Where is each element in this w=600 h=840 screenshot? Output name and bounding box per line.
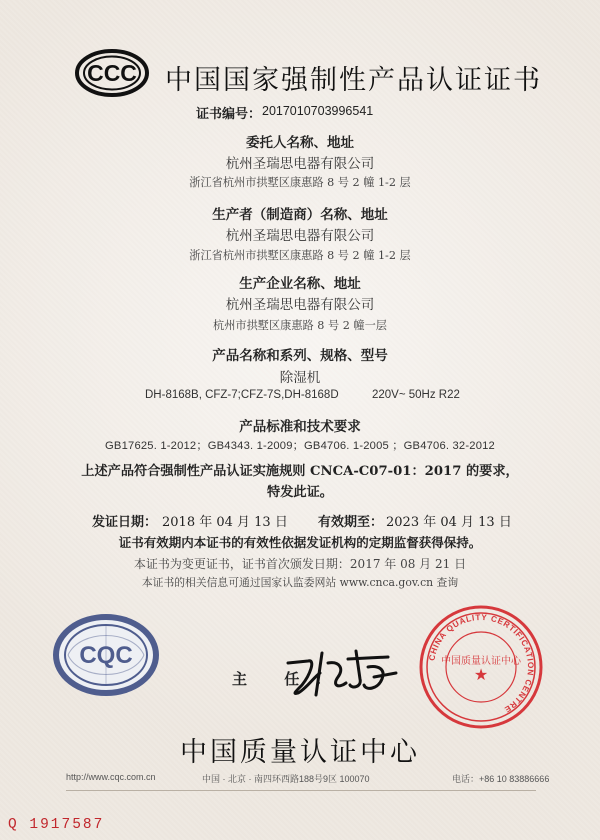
manufacturer-address: 浙江省杭州市拱墅区康惠路 8 号 2 幢 1-2 层 [189, 249, 411, 262]
footer-phone: 电话：+86 10 83886666 [452, 774, 550, 784]
footer-address: 中国 · 北京 · 南四环西路188号9区 100070 [202, 774, 370, 784]
product-name: 除湿机 [279, 370, 321, 386]
director-signature [282, 643, 402, 701]
certificate-number-label: 证书编号： [196, 107, 262, 122]
client-heading: 委托人名称、地址 [246, 135, 354, 151]
client-address: 浙江省杭州市拱墅区康惠路 8 号 2 幢 1-2 层 [189, 176, 411, 189]
director-signature-label: 主 任： [232, 670, 347, 688]
certificate-title: 中国国家强制性产品认证证书 [165, 65, 542, 96]
expiry-date-label: 有效期至： [318, 515, 384, 530]
manufacturer-name: 杭州圣瑞思电器有限公司 [225, 228, 375, 244]
official-seal [418, 604, 544, 730]
manufacturer-heading: 生产者（制造商）名称、地址 [212, 207, 388, 223]
inquiry-note: 本证书的相关信息可通过国家认监委网站 www.cnca.gov.cn 查询 [141, 576, 459, 589]
certificate-number-value: 2017010703996541 [262, 104, 374, 118]
svg-text:CCC: CCC [87, 60, 137, 86]
svg-text:CQC: CQC [79, 642, 133, 669]
expiry-date-value: 2023 年 04 月 13 日 [386, 515, 512, 530]
factory-address: 杭州市拱墅区康惠路 8 号 2 幢一层 [213, 319, 387, 332]
issuer-name: 中国质量认证中心 [180, 737, 420, 768]
product-spec: 220V~ 50Hz R22 [372, 389, 460, 401]
seal-star-icon: ★ [473, 665, 489, 684]
product-models: DH-8168B, CFZ-7;CFZ-7S,DH-8168D [145, 389, 339, 401]
standards-list: GB17625. 1-2012；GB4343. 1-2009；GB4706. 1-2005 ；GB4706. 32-2012 [105, 440, 495, 452]
footer-website: http://www.cqc.com.cn [66, 772, 156, 782]
cqc-logo [52, 611, 160, 699]
declaration-line-2: 特发此证。 [267, 485, 333, 500]
seal-ring-text: CHINA QUALITY CERTIFICATION CENTRE [427, 612, 536, 715]
factory-heading: 生产企业名称、地址 [239, 276, 361, 292]
standards-heading: 产品标准和技术要求 [239, 419, 361, 435]
declaration-line-1: 上述产品符合强制性产品认证实施规则 CNCA-C07-01：2017 的要求， [81, 464, 519, 479]
footer-rule [66, 790, 536, 791]
issue-date-label: 发证日期： [92, 515, 158, 530]
client-name: 杭州圣瑞思电器有限公司 [225, 156, 375, 172]
ccc-logo [74, 48, 150, 98]
validity-note: 证书有效期内本证书的有效性依据发证机构的定期监督获得保持。 [118, 535, 482, 550]
seal-center-text: 中国质量认证中心 [441, 656, 521, 667]
factory-name: 杭州圣瑞思电器有限公司 [225, 297, 375, 313]
product-heading: 产品名称和系列、规格、型号 [212, 348, 388, 364]
change-note: 本证书为变更证书，证书首次颁发日期：2017 年 08 月 21 日 [133, 557, 467, 571]
serial-number: Q 1917587 [8, 817, 105, 833]
issue-date-value: 2018 年 04 月 13 日 [162, 515, 288, 530]
